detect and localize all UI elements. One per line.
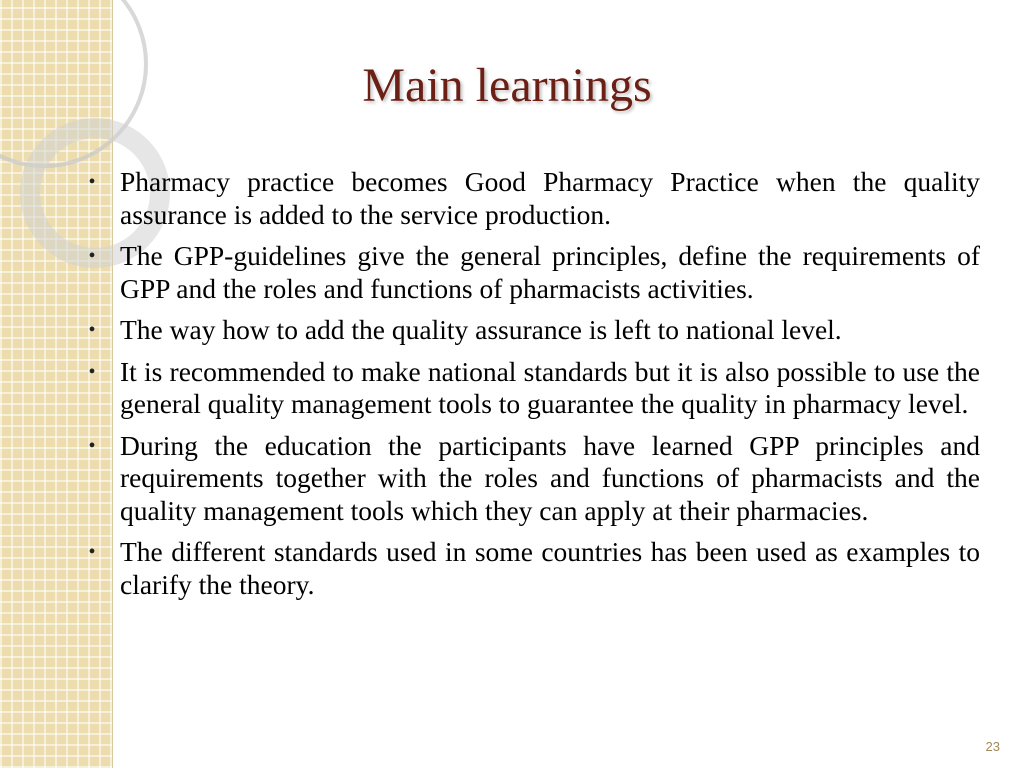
bullet-item	[84, 166, 980, 231]
bullet-text: The different standards used in some countries has been used as examples to clarify the theory.	[120, 536, 980, 600]
bullet-item	[84, 536, 980, 601]
bullet-icon: •	[88, 245, 96, 267]
bullet-icon: •	[88, 319, 96, 341]
bullet-icon: •	[88, 171, 96, 193]
bullet-icon: •	[88, 541, 96, 563]
bullet-text: It is recommended to make national standards but it is also possible to use the general quality management tools to guarantee the quality in pharmacy level.	[120, 355, 980, 419]
bullet-item	[84, 430, 980, 528]
slide-content	[84, 166, 980, 610]
bullet-icon: •	[88, 360, 96, 383]
bullet-list	[84, 166, 980, 601]
bullet-text: The GPP-guidelines give the general principles, define the requirements of GPP and the roles and functions of pharmacists activities.	[120, 240, 980, 304]
bullet-item	[84, 314, 980, 347]
bullet-text: During the education the participants have learned GPP principles and requirements together with the roles and functions of pharmacists and the quality management tools which they can apply at their pharmacies.	[120, 429, 980, 526]
bullet-icon: •	[88, 434, 96, 457]
slide-number: 23	[985, 739, 1000, 754]
bullet-text: The way how to add the quality assurance is left to national level.	[120, 314, 842, 345]
slide-title: Main learnings	[362, 59, 652, 112]
bullet-text: Pharmacy practice becomes Good Pharmacy Practice when the quality assurance is added to the service production.	[120, 166, 980, 230]
bullet-item	[84, 356, 980, 421]
bullet-item	[84, 240, 980, 305]
